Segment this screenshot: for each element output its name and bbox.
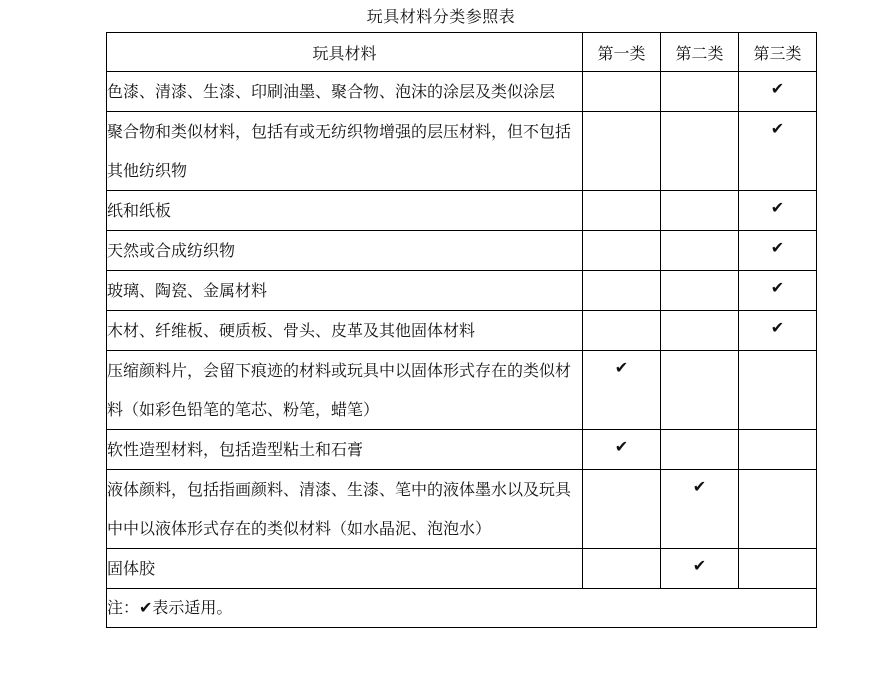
header-material: 玩具材料 [107,33,583,72]
table-row [107,271,817,311]
table-title: 玩具材料分类参照表 [366,7,516,26]
class-1-cell [583,549,661,589]
class-2-cell [661,351,739,430]
table-row [107,470,817,549]
class-1-cell: ✔ [583,430,661,470]
class-2-cell: ✔ [661,549,739,589]
material-cell: 木材、纤维板、硬质板、骨头、皮革及其他固体材料 [107,311,583,351]
note-row [107,589,817,628]
class-3-cell [739,470,817,549]
table-row [107,231,817,271]
class-3-cell: ✔ [739,191,817,231]
material-cell: 天然或合成纺织物 [107,231,583,271]
class-2-cell [661,191,739,231]
class-2-cell: ✔ [661,470,739,549]
table-row [107,112,817,191]
class-1-cell: ✔ [583,351,661,430]
class-2-cell [661,271,739,311]
material-cell: 软性造型材料，包括造型粘土和石膏 [107,430,583,470]
class-3-cell [739,351,817,430]
class-3-cell: ✔ [739,311,817,351]
check-mark-icon: ✔ [139,598,153,617]
note-suffix: 表示适用。 [152,598,233,617]
material-cell: 固体胶 [107,549,583,589]
header-row [107,33,817,72]
class-3-cell: ✔ [739,112,817,191]
class-3-cell: ✔ [739,271,817,311]
table-row [107,72,817,112]
material-cell: 液体颜料，包括指画颜料、清漆、生漆、笔中的液体墨水以及玩具中中以液体形式存在的类似材料（如水晶泥、泡泡水） [107,470,583,549]
header-class-1: 第一类 [583,33,661,72]
class-1-cell [583,112,661,191]
class-1-cell [583,311,661,351]
toy-material-classification-table [106,32,817,628]
class-3-cell [739,549,817,589]
material-cell: 压缩颜料片，会留下痕迹的材料或玩具中以固体形式存在的类似材料（如彩色铅笔的笔芯、粉笔，蜡笔） [107,351,583,430]
class-3-cell: ✔ [739,72,817,112]
class-2-cell [661,231,739,271]
class-2-cell [661,72,739,112]
header-class-3: 第三类 [739,33,817,72]
material-cell: 色漆、清漆、生漆、印刷油墨、聚合物、泡沫的涂层及类似涂层 [107,72,583,112]
class-1-cell [583,72,661,112]
table-row [107,311,817,351]
class-3-cell [739,430,817,470]
table-row [107,351,817,430]
note-prefix: 注： [107,598,140,617]
material-cell: 聚合物和类似材料，包括有或无纺织物增强的层压材料，但不包括其他纺织物 [107,112,583,191]
class-1-cell [583,231,661,271]
table-row [107,430,817,470]
note-cell [107,589,817,628]
class-2-cell [661,430,739,470]
class-1-cell [583,271,661,311]
class-1-cell [583,470,661,549]
table-row [107,549,817,589]
material-cell: 玻璃、陶瓷、金属材料 [107,271,583,311]
class-1-cell [583,191,661,231]
class-3-cell: ✔ [739,231,817,271]
material-cell: 纸和纸板 [107,191,583,231]
table-row [107,191,817,231]
class-2-cell [661,311,739,351]
class-2-cell [661,112,739,191]
header-class-2: 第二类 [661,33,739,72]
